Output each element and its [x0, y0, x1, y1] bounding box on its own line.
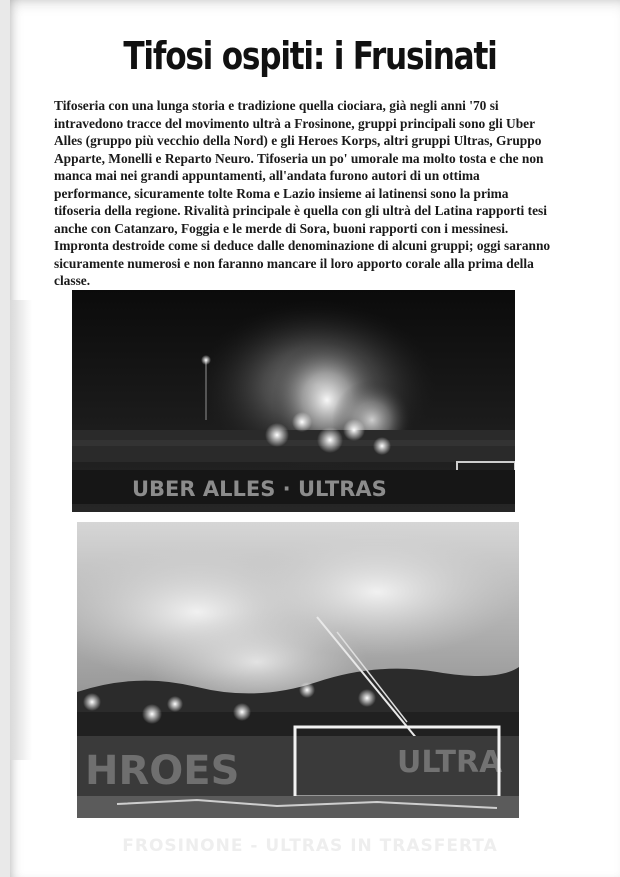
bottom-banner-right: ULTRA [397, 745, 503, 780]
top-banner-text: UBER ALLES · ULTRAS [132, 477, 387, 501]
article-body: Tifoseria con una lunga storia e tradizione quella ciociara, già negli anni '70 si intravedono tracce del movimento ultrà a Frosinone, gruppi principali sono gli Uber Alles (gruppo più vecchio della Nord) e gli Heroes Korps, altri gruppi Ultras, Gruppo Apparte, Monelli e Reparto Neuro. Tifoseria un po' umorale ma molto tosta e che non manca mai nei grandi appuntamenti, all'andata furono autori di un ottima performance, sicuramente tolte Roma e Lazio insieme ai latinensi sono la prima tifoseria della regione. Rivalità principale è quella con gli ultrà del Latina rapporti tesi anche con Catanzaro, Foggia e le merde di Sora, buoni rapporti con i messinesi. Impronta destroide come si deduce dalle denominazione di alcuni gruppi; oggi saranno sicuramente numerosi e non faranno mancare il loro apporto corale alla prima della classe. [54, 98, 551, 288]
stadium-flares-photo [72, 290, 515, 512]
stadium-smoke-photo [77, 522, 519, 818]
article-title: Tifosi ospiti: i Frusinati [123, 34, 497, 78]
bottom-banner-left: HROES [85, 748, 240, 794]
footer-bleedthrough-text: FROSINONE - ULTRAS IN TRASFERTA [122, 836, 498, 856]
paper-fold-shadow [10, 300, 32, 760]
